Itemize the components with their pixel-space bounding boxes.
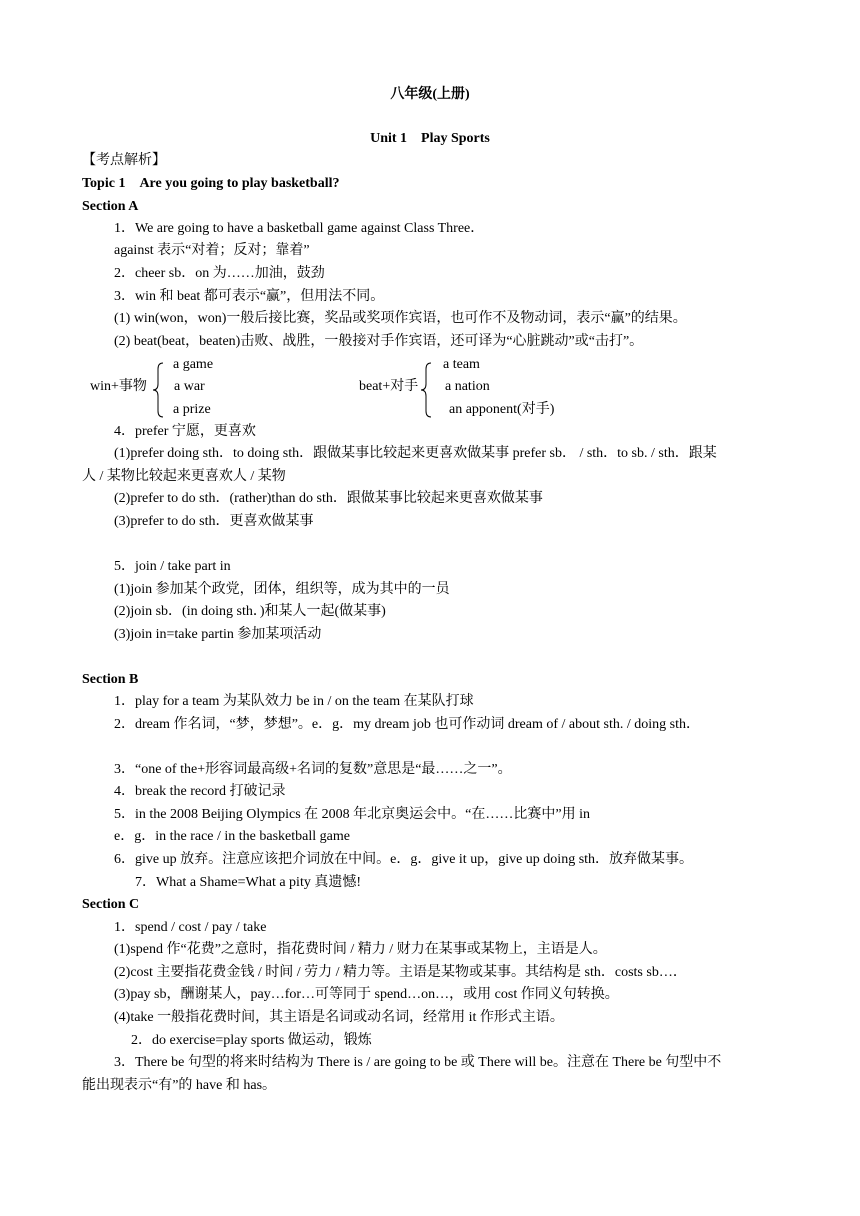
join-line: (3)join in=take partin 参加某项活动 xyxy=(114,627,322,642)
prefer-line: (1)prefer doing sth．to doing sth．跟做某事比较起来更喜欢做某事 prefer sb． / sth．to sb. / sth．跟某 xyxy=(114,446,717,461)
analysis-heading: 【考点解析】 xyxy=(82,153,166,168)
section-a-line: 1．We are going to have a basketball game against Class Three． xyxy=(114,221,485,236)
section-b-line: 7．What a Shame=What a pity 真遗憾! xyxy=(135,875,362,890)
section-b-heading: Section B xyxy=(82,672,139,687)
section-c-line: 能出现表示“有”的 have 和 has。 xyxy=(82,1078,277,1093)
join-title: 5．join / take part in xyxy=(114,559,231,574)
prefer-line: 人 / 某物比较起来更喜欢人 / 某物 xyxy=(82,469,286,484)
section-a-line: (1) win(won，won)一般后接比赛，奖品或奖项作宾语，也可作不及物动词，表示“赢”的结果。 xyxy=(114,311,687,326)
section-b-line: 6．give up 放弃。注意应该把介词放在中间。e．g．give it up，give up doing sth．放弃做某事。 xyxy=(114,852,694,867)
section-a-line: 3．win 和 beat 都可表示“赢”，但用法不同。 xyxy=(114,289,385,304)
section-b-line: 4．break the record 打破记录 xyxy=(114,784,286,799)
join-line: (1)join 参加某个政党，团体，组织等，成为其中的一员 xyxy=(114,582,450,597)
win-diagram-label: win+事物 xyxy=(90,379,147,394)
prefer-line: (3)prefer to do sth．更喜欢做某事 xyxy=(114,514,314,529)
prefer-title: 4．prefer 宁愿，更喜欢 xyxy=(114,424,256,439)
unit-title: Unit 1 Play Sports xyxy=(370,131,490,146)
section-c-heading: Section C xyxy=(82,897,140,912)
section-a-line: (2) beat(beat，beaten)击败、战胜，一般接对手作宾语，还可译为“心脏跳动”或“击打”。 xyxy=(114,334,644,349)
win-item: a war xyxy=(174,379,205,394)
section-b-line: 3．“one of the+形容词最高级+名词的复数”意思是“最……之一”。 xyxy=(114,762,512,777)
section-a-heading: Section A xyxy=(82,199,139,214)
grade-title: 八年级(上册) xyxy=(390,87,470,102)
section-c-line: (1)spend 作“花费”之意时，指花费时间 / 精力 / 财力在某事或某物上，主语是人。 xyxy=(114,942,607,957)
win-item: a prize xyxy=(173,402,211,417)
win-brace-icon xyxy=(152,362,164,418)
topic-title: Topic 1 Are you going to play basketball? xyxy=(82,176,340,191)
section-b-line: 5．in the 2008 Beijing Olympics 在 2008 年北京奥运会中。“在……比赛中”用 in xyxy=(114,807,590,822)
beat-item: an apponent(对手) xyxy=(449,402,555,417)
prefer-line: (2)prefer to do sth．(rather)than do sth．跟做某事比较起来更喜欢做某事 xyxy=(114,491,543,506)
join-line: (2)join sb．(in doing sth．)和某人一起(做某事) xyxy=(114,604,386,619)
section-b-line: 2．dream 作名词，“梦，梦想”。e．g．my dream job 也可作动词 dream of / about sth. / doing sth． xyxy=(114,717,700,732)
beat-item: a nation xyxy=(445,379,490,394)
section-c-line: 2．do exercise=play sports 做运动，锻炼 xyxy=(131,1033,372,1048)
win-item: a game xyxy=(173,357,214,372)
section-c-line: (4)take 一般指花费时间，其主语是名词或动名词，经常用 it 作形式主语。 xyxy=(114,1010,564,1025)
section-b-line: e．g．in the race / in the basketball game xyxy=(114,829,350,844)
section-c-line: (2)cost 主要指花费金钱 / 时间 / 劳力 / 精力等。主语是某物或某事。其结构是 sth．costs sb…． xyxy=(114,965,687,980)
section-c-line: (3)pay sb，酬谢某人，pay…for…可等同于 spend…on…，或用 cost 作同义句转换。 xyxy=(114,987,619,1002)
beat-item: a team xyxy=(443,357,480,372)
beat-brace-icon xyxy=(420,362,432,418)
section-a-line: against 表示“对着；反对；靠着” xyxy=(114,243,310,258)
section-c-line: 3．There be 句型的将来时结构为 There is / are going to be 或 There will be。注意在 There be 句型中不 xyxy=(114,1055,722,1070)
section-c-line: 1．spend / cost / pay / take xyxy=(114,920,267,935)
section-b-line: 1．play for a team 为某队效力 be in / on the team 在某队打球 xyxy=(114,694,474,709)
section-a-line: 2．cheer sb．on 为……加油，鼓劲 xyxy=(114,266,325,281)
beat-diagram-label: beat+对手 xyxy=(359,379,419,394)
